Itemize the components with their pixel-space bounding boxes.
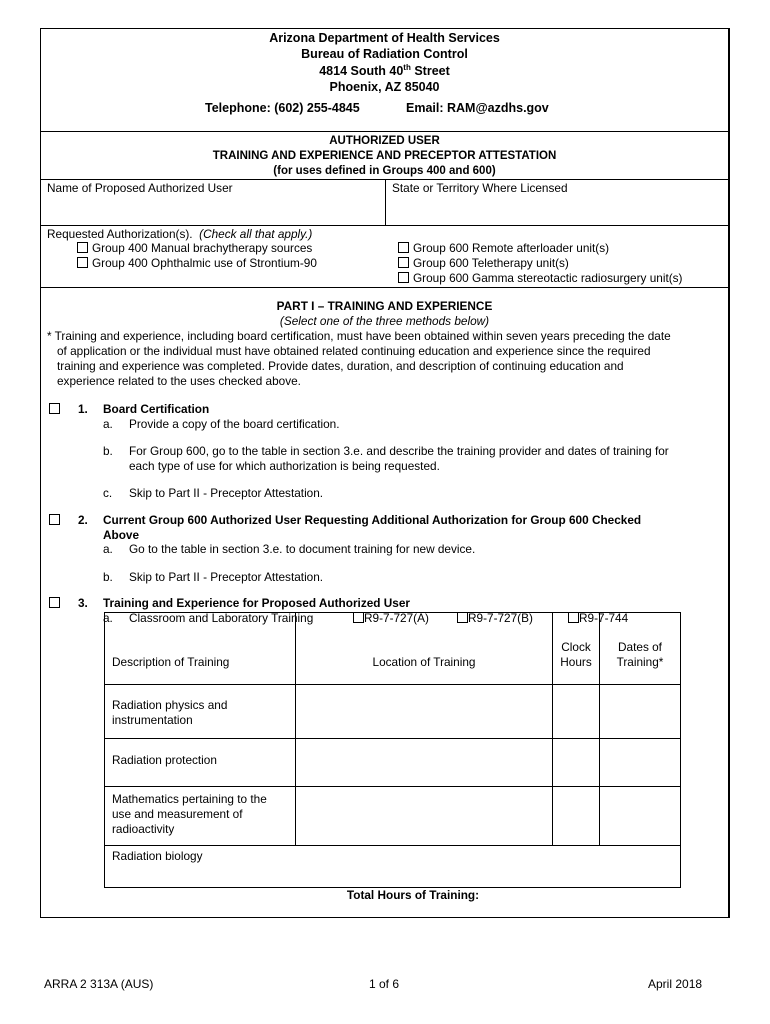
part1-title: PART I – TRAINING AND EXPERIENCE [276, 299, 493, 313]
group600-teletherapy-checkbox[interactable] [398, 257, 409, 268]
table-row-label: Radiation biology [112, 849, 203, 863]
revision-date: April 2018 [648, 977, 703, 991]
method3-step-a: Classroom and Laboratory Training [129, 611, 314, 625]
state-label: State or Territory Where Licensed [392, 181, 568, 195]
form-number: ARRA 2 313A (AUS) [44, 977, 154, 991]
divider [41, 225, 728, 226]
method2-title-cont: Above [103, 528, 140, 542]
method1-step-b: For Group 600, go to the table in section 3.e. and describe the training provider and dates of training for [129, 444, 669, 458]
step-label: c. [103, 486, 113, 500]
title-line-3: (for uses defined in Groups 400 and 600) [273, 165, 496, 177]
method1-step-c: Skip to Part II - Preceptor Attestation. [129, 486, 324, 500]
method2-checkbox[interactable] [49, 514, 60, 525]
table-row-label: Mathematics pertaining to the [112, 792, 267, 806]
method3-checkbox[interactable] [49, 597, 60, 608]
name-field[interactable] [41, 194, 383, 224]
authorization-label: Requested Authorization(s). (Check all that apply.) [47, 227, 313, 241]
city-address: Phoenix, AZ 85040 [329, 80, 440, 94]
agency-header [41, 29, 728, 132]
group600-gamma-checkbox[interactable] [398, 272, 409, 283]
step-label: a. [103, 542, 113, 556]
step-label: b. [103, 444, 113, 458]
total-hours-label: Total Hours of Training: [346, 888, 480, 902]
method2-number: 2. [78, 513, 88, 527]
method2-title: Current Group 600 Authorized User Requesting Additional Authorization for Group 600 Checked [103, 513, 642, 527]
divider [385, 179, 386, 225]
training-table [64, 612, 681, 888]
telephone: Telephone: (602) 255-4845 [205, 101, 360, 115]
rule-727a-label: R9-7-727(A) [364, 611, 429, 625]
table-row-label: use and measurement of [112, 807, 243, 821]
part1-note: of application or the individual must have obtained related continuing education and experience since the required [57, 344, 651, 358]
col-header-description: Description of Training [112, 655, 230, 669]
group600-teletherapy-label: Group 600 Teletherapy unit(s) [413, 256, 569, 270]
col-header-dates: Dates of [618, 640, 662, 654]
divider [41, 287, 728, 288]
agency-name: Arizona Department of Health Services [269, 31, 500, 45]
table-row-label: instrumentation [112, 713, 193, 727]
state-field[interactable] [387, 194, 727, 224]
method2-step-b: Skip to Part II - Preceptor Attestation. [129, 570, 324, 584]
rule-744-label: R9-7-744 [579, 611, 629, 625]
col-header-hours: Hours [560, 655, 592, 669]
method2-step-a: Go to the table in section 3.e. to document training for new device. [129, 542, 476, 556]
street-address: 4814 South 40th Street [319, 63, 450, 79]
part1-note: training and experience was completed. Provide dates, duration, and description of continuing education and [57, 359, 624, 373]
method1-checkbox[interactable] [49, 403, 60, 414]
col-header-clock: Clock [561, 640, 591, 654]
page-number: 1 of 6 [369, 977, 400, 991]
table-row-label: radioactivity [112, 822, 175, 836]
title-line-1: AUTHORIZED USER [329, 135, 440, 147]
group600-gamma-label: Group 600 Gamma stereotactic radiosurgery unit(s) [413, 271, 683, 285]
group600-remote-label: Group 600 Remote afterloader unit(s) [413, 241, 610, 255]
title-line-2: TRAINING AND EXPERIENCE AND PRECEPTOR ATTESTATION [212, 150, 557, 162]
group400-manual-checkbox[interactable] [77, 242, 88, 253]
method1-step-a: Provide a copy of the board certification. [129, 417, 340, 431]
step-label: a. [103, 611, 113, 625]
part1-note: experience related to the uses checked above. [57, 374, 301, 388]
part1-note: * Training and experience, including board certification, must have been obtained within seven years preceding the date [47, 329, 671, 343]
bureau-name: Bureau of Radiation Control [301, 47, 468, 61]
table-row-label: Radiation physics and [112, 698, 228, 712]
group400-ophthalmic-checkbox[interactable] [77, 257, 88, 268]
method1-number: 1. [78, 402, 88, 416]
table-row-label: Radiation protection [112, 753, 217, 767]
form-title [41, 131, 728, 179]
name-label: Name of Proposed Authorized User [47, 181, 233, 195]
method3-number: 3. [78, 596, 88, 610]
step-label: a. [103, 417, 113, 431]
email: Email: RAM@azdhs.gov [406, 101, 549, 115]
method3-title: Training and Experience for Proposed Authorized User [103, 596, 410, 610]
col-header-training: Training* [616, 655, 664, 669]
col-header-location: Location of Training [372, 655, 476, 669]
rule-727b-label: R9-7-727(B) [468, 611, 533, 625]
part1-subtitle: (Select one of the three methods below) [279, 314, 490, 328]
step-label: b. [103, 570, 113, 584]
method1-step-b-cont: each type of use for which authorization is being requested. [129, 459, 440, 473]
group400-ophthalmic-label: Group 400 Ophthalmic use of Strontium-90 [92, 256, 317, 270]
group400-manual-label: Group 400 Manual brachytherapy sources [92, 241, 313, 255]
method1-title: Board Certification [103, 402, 210, 416]
group600-remote-checkbox[interactable] [398, 242, 409, 253]
